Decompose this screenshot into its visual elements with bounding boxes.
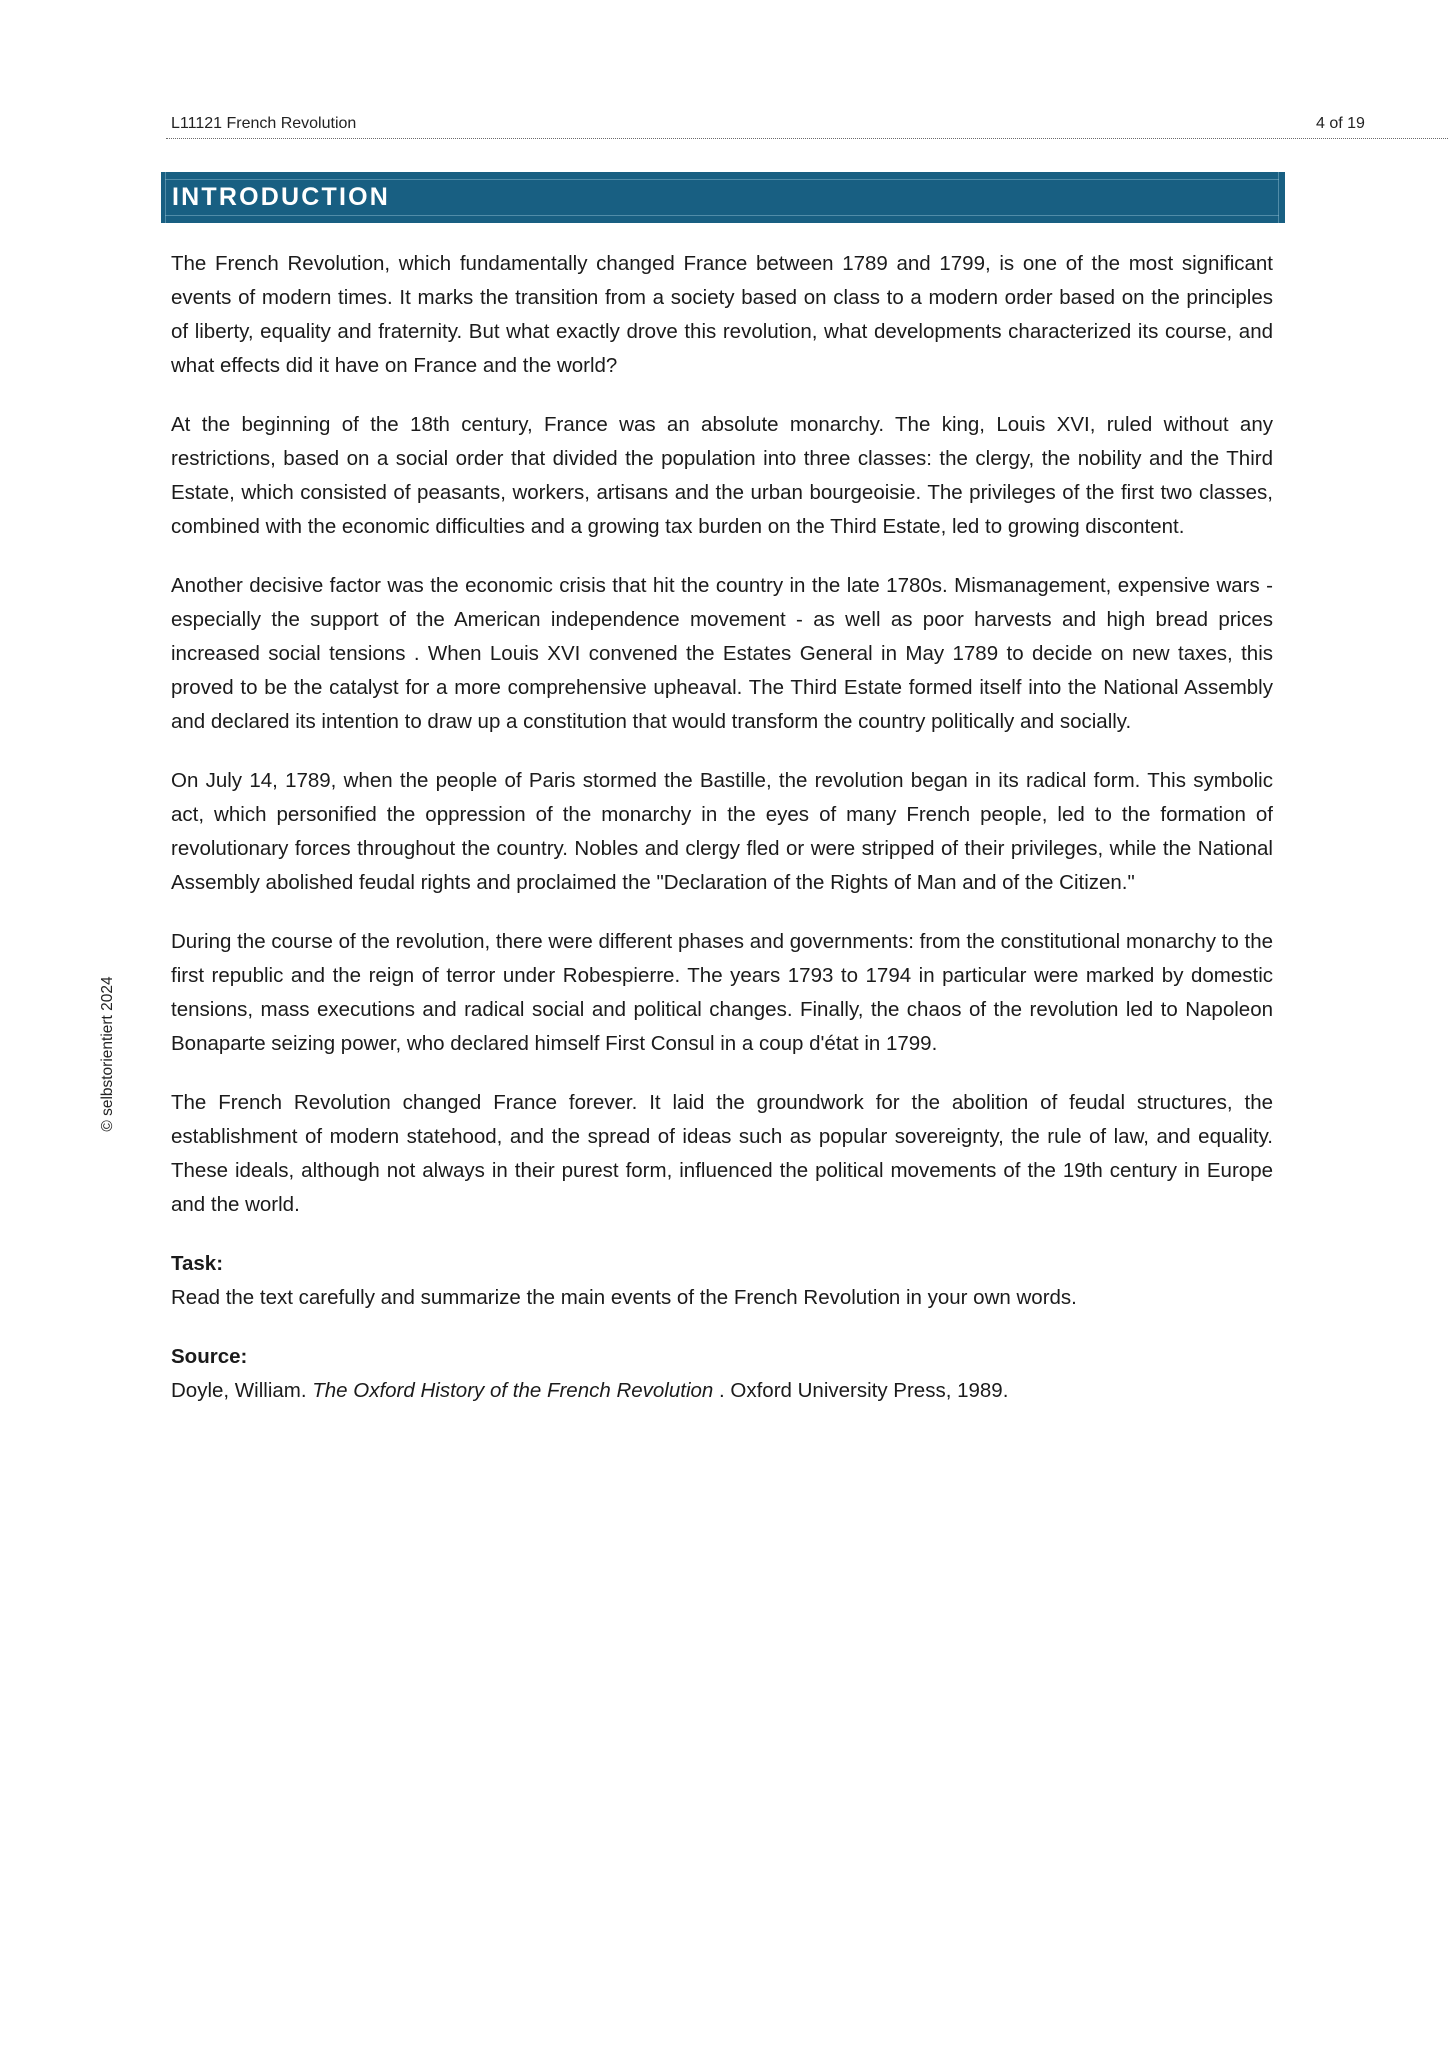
document-title: L11121 French Revolution	[171, 115, 357, 132]
page-number: 4 of 19	[1316, 115, 1365, 132]
page-header	[166, 112, 1448, 139]
source-citation	[171, 1374, 1273, 1408]
source-book-title: The Oxford History of the French Revolution	[312, 1379, 714, 1402]
source-author: Doyle, William.	[171, 1379, 313, 1402]
paragraph-absolute-monarchy: At the beginning of the 18th century, France was an absolute monarchy. The king, Louis XVI, ruled without any restrictions, based on a social order that divided the population into three classes: the clergy, the nobility and the Third Estate, which consisted of peasants, workers, artisans and the urban bourgeoisie. The privileges of the first two classes, combined with the economic difficulties and a growing tax burden on the Third Estate, led to growing discontent.	[171, 413, 1273, 538]
paragraph-legacy: The French Revolution changed France forever. It laid the groundwork for the abolition of feudal structures, the establishment of modern statehood, and the spread of ideas such as popular sovereignty, the rule of law, and equality. These ideals, although not always in their purest form, influenced the political movements of the 19th century in Europe and the world.	[171, 1091, 1273, 1216]
paragraph-economic-crisis: Another decisive factor was the economic crisis that hit the country in the late 1780s. Mismanagement, expensive wars - especially the support of the American independence movement - as well as poor harvests and high bread prices increased social tensions . When Louis XVI convened the Estates General in May 1789 to decide on new taxes, this proved to be the catalyst for a more comprehensive upheaval. The Third Estate formed itself into the National Assembly and declared its intention to draw up a constitution that would transform the country politically and socially.	[171, 574, 1273, 733]
section-title: INTRODUCTION	[172, 183, 391, 211]
paragraph-intro: The French Revolution, which fundamentally changed France between 1789 and 1799, is one of the most significant events of modern times. It marks the transition from a society based on class to a modern order based on the principles of liberty, equality and fraternity. But what exactly drove this revolution, what developments characterized its course, and what effects did it have on France and the world?	[171, 252, 1273, 377]
task-text: Read the text carefully and summarize the main events of the French Revolution in your own words.	[171, 1286, 1077, 1309]
paragraph-phases: During the course of the revolution, there were different phases and governments: from the constitutional monarchy to the first republic and the reign of terror under Robespierre. The years 1793 to 1794 in particular were marked by domestic tensions, mass executions and radical social and political changes. Finally, the chaos of the revolution led to Napoleon Bonaparte seizing power, who declared himself First Consul in a coup d'état in 1799.	[171, 930, 1273, 1055]
source-block	[171, 1340, 1273, 1408]
source-label: Source:	[171, 1345, 248, 1368]
body-content	[171, 247, 1273, 1433]
section-banner	[161, 172, 1285, 223]
source-publisher: . Oxford University Press, 1989.	[713, 1379, 1009, 1402]
paragraph-bastille: On July 14, 1789, when the people of Paris stormed the Bastille, the revolution began in its radical form. This symbolic act, which personified the oppression of the monarchy in the eyes of many French people, led to the formation of revolutionary forces throughout the country. Nobles and clergy fled or were stripped of their privileges, while the National Assembly abolished feudal rights and proclaimed the "Declaration of the Rights of Man and of the Citizen."	[171, 769, 1273, 894]
task-label: Task:	[171, 1252, 224, 1275]
task-block	[171, 1247, 1273, 1315]
copyright-note: © selbstorientiert 2024	[99, 976, 116, 1132]
